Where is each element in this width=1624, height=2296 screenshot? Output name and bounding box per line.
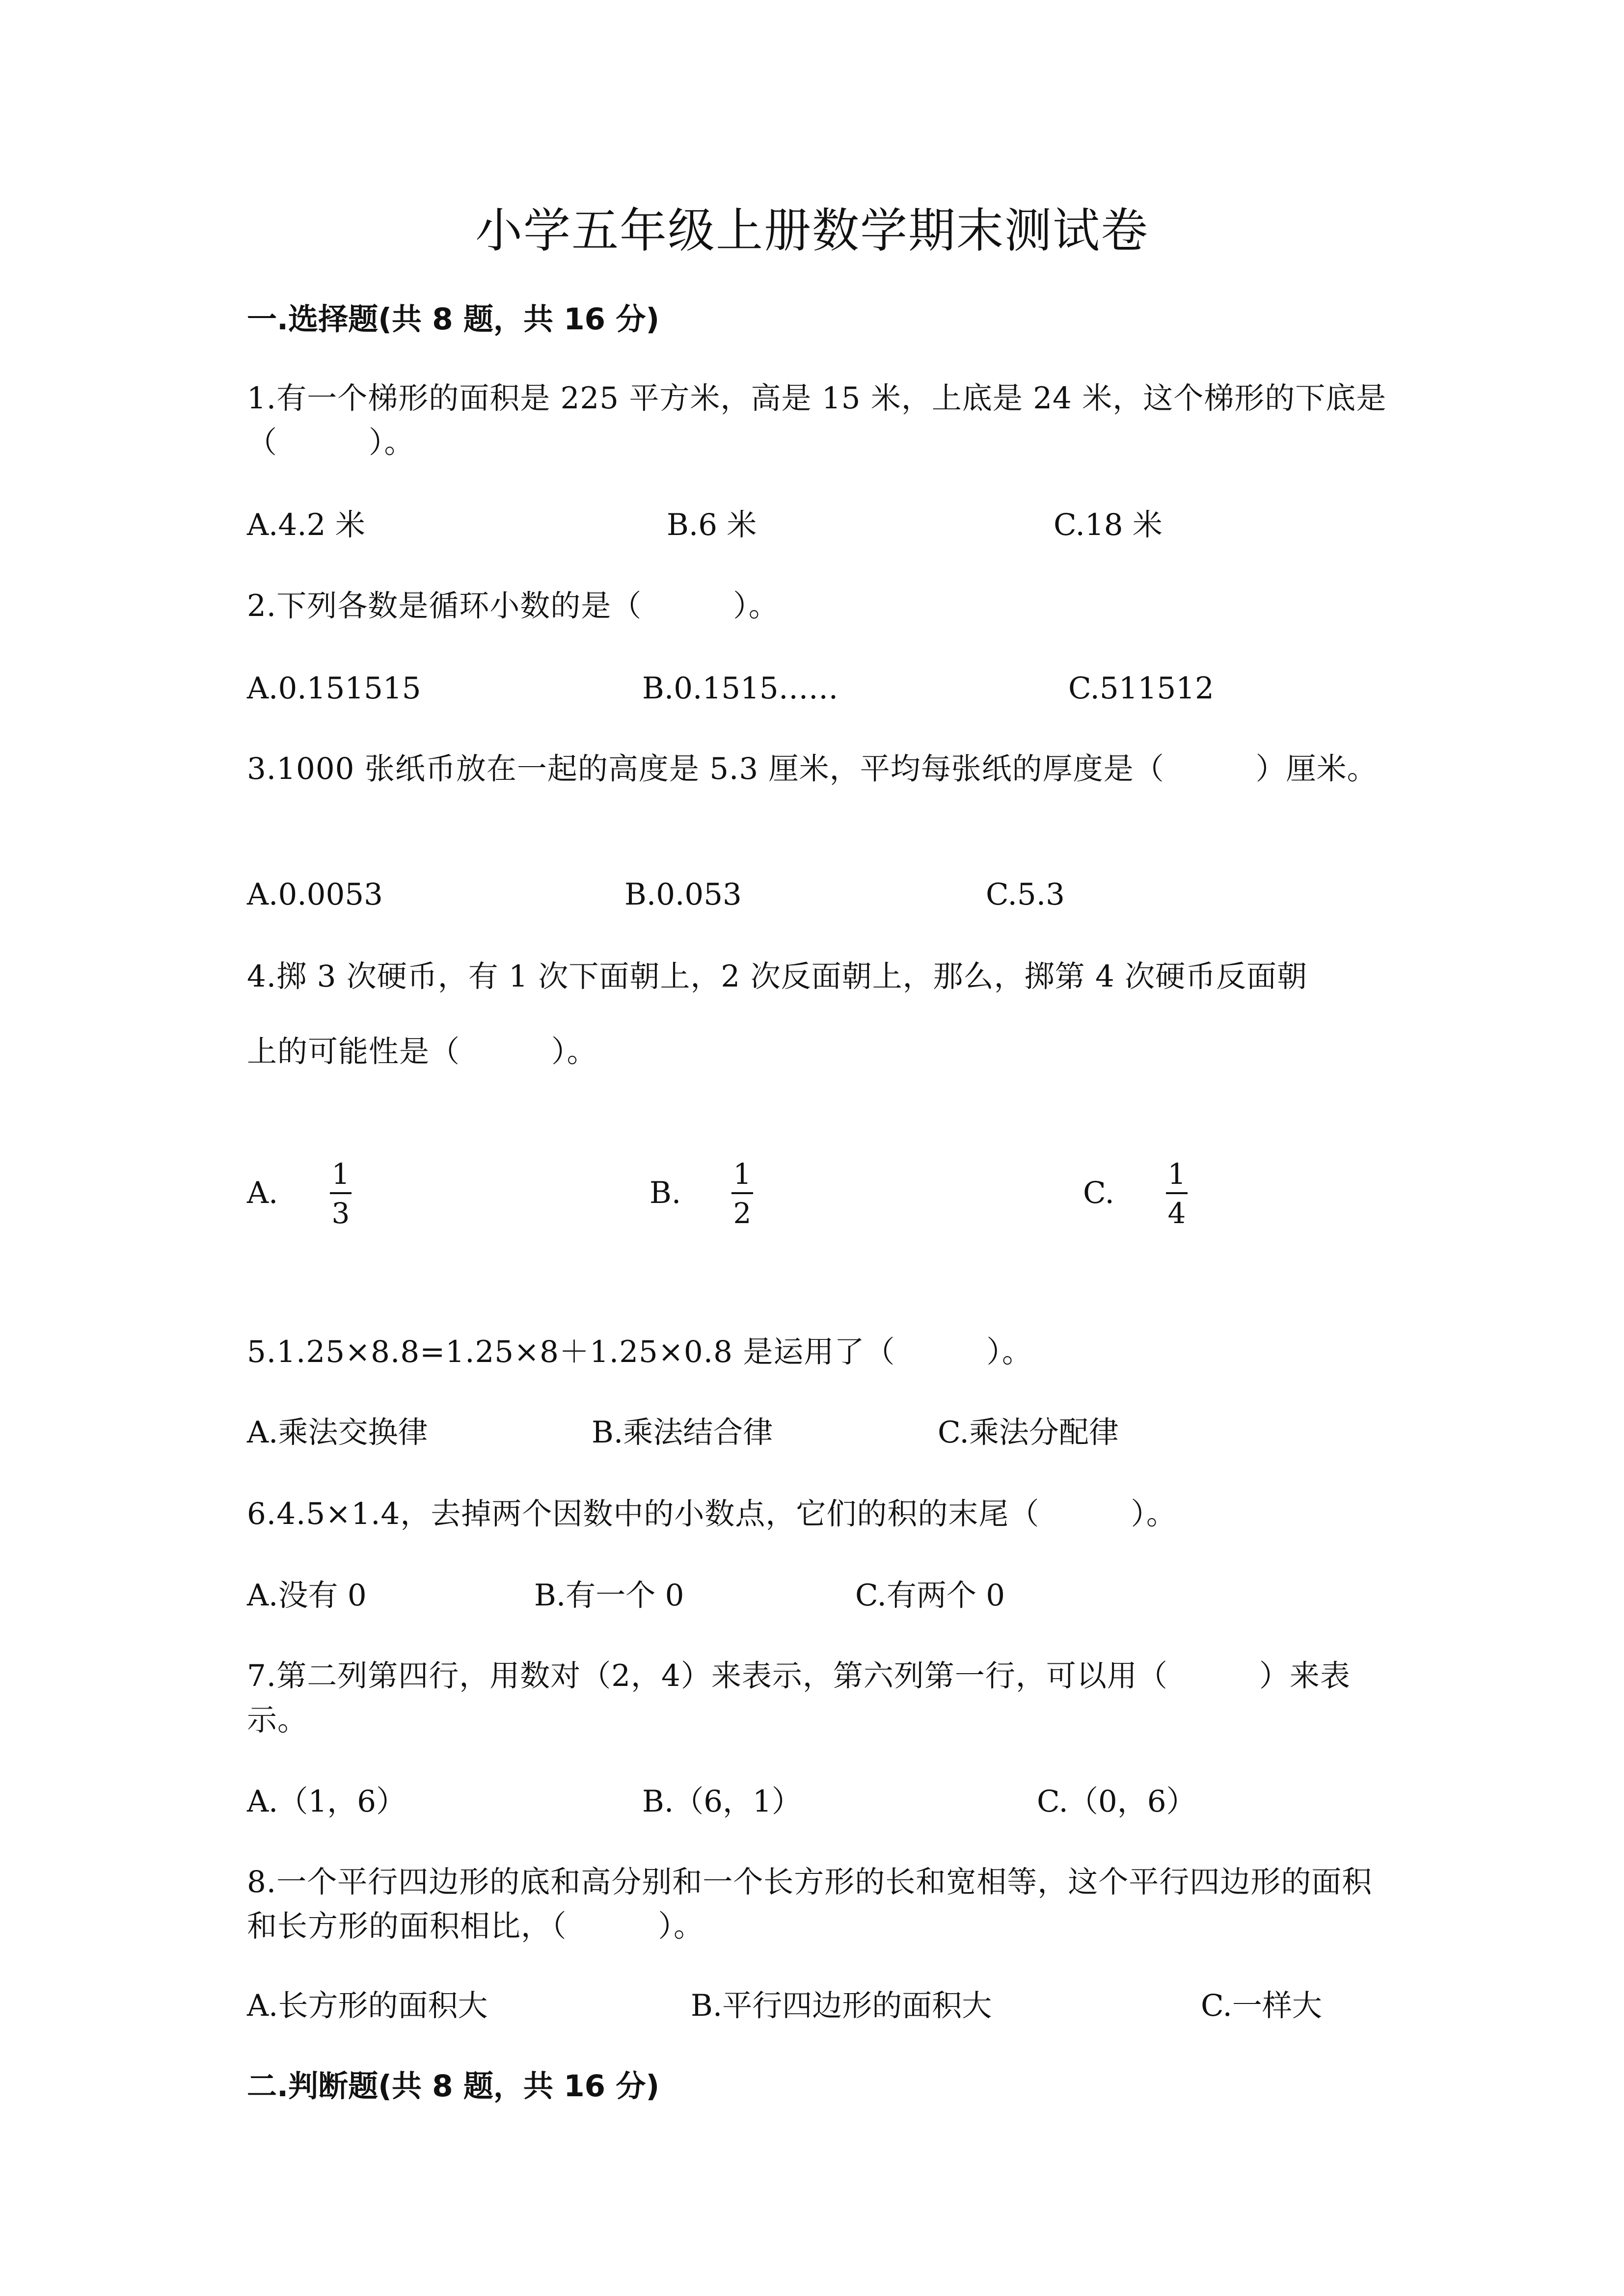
question-6-option-b: B.有一个 0 [534, 1578, 684, 1613]
fraction-denominator: 3 [331, 1197, 350, 1230]
question-4-option-c-fraction [1162, 1158, 1191, 1229]
question-8-text: 8.一个平行四边形的底和高分别和一个长方形的长和宽相等，这个平行四边形的面积和长方形的面积相比，（ ）。 [247, 1865, 1373, 1944]
question-3-option-c: C.5.3 [986, 877, 1065, 912]
question-5-option-a: A.乘法交换律 [247, 1415, 428, 1450]
question-5-option-c: C.乘法分配律 [938, 1415, 1119, 1450]
question-7-option-a: A.（1，6） [247, 1784, 406, 1819]
fraction-denominator: 4 [1167, 1197, 1186, 1230]
question-4-option-b-label: B. [650, 1175, 681, 1210]
question-6-text: 6.4.5×1.4，去掉两个因数中的小数点，它们的积的末尾（ ）。 [247, 1496, 1177, 1531]
fraction-bar [330, 1192, 352, 1194]
question-2-text: 2.下列各数是循环小数的是（ ）。 [247, 588, 779, 623]
question-8-option-c: C.一样大 [1201, 1988, 1322, 2023]
fraction-denominator: 2 [733, 1197, 752, 1230]
question-8-option-a: A.长方形的面积大 [247, 1988, 488, 2023]
question-2-option-c: C.511512 [1068, 671, 1214, 706]
fraction-numerator: 1 [733, 1157, 752, 1191]
question-3-text: 3.1000 张纸币放在一起的高度是 5.3 厘米，平均每张纸的厚度是（ ）厘米。 [247, 751, 1378, 786]
fraction-numerator: 1 [331, 1157, 350, 1191]
question-2-option-b: B.0.1515…… [642, 671, 839, 706]
question-4-option-a-fraction [326, 1158, 355, 1229]
question-6-option-a: A.没有 0 [247, 1578, 367, 1613]
fraction-bar [731, 1192, 753, 1194]
section-heading-choice: 一.选择题(共 8 题，共 16 分) [247, 302, 660, 337]
question-7-text: 7.第二列第四行，用数对（2，4）来表示，第六列第一行，可以用（ ）来表示。 [247, 1658, 1351, 1737]
page-title: 小学五年级上册数学期末测试卷 [475, 203, 1149, 258]
question-8-option-b: B.平行四边形的面积大 [691, 1988, 992, 2023]
question-4-text-line-2: 上的可能性是（ ）。 [247, 1034, 597, 1069]
question-4-text-line-1: 4.掷 3 次硬币，有 1 次下面朝上，2 次反面朝上，那么，掷第 4 次硬币反面朝 [247, 959, 1308, 994]
question-5-option-b: B.乘法结合律 [592, 1415, 773, 1450]
question-4-option-c-label: C. [1083, 1175, 1114, 1210]
question-1-option-c: C.18 米 [1054, 507, 1163, 542]
question-1-option-a: A.4.2 米 [247, 507, 365, 542]
question-3-option-a: A.0.0053 [247, 877, 383, 912]
question-6-option-c: C.有两个 0 [855, 1578, 1005, 1613]
section-heading-true-false: 二.判断题(共 8 题，共 16 分) [247, 2069, 660, 2104]
fraction-bar [1166, 1192, 1188, 1194]
question-3-option-b: B.0.053 [624, 877, 742, 912]
question-5-text: 5.1.25×8.8=1.25×8＋1.25×0.8 是运用了（ ）。 [247, 1335, 1032, 1369]
question-1-text: 1.有一个梯形的面积是 225 平方米，高是 15 米，上底是 24 米，这个梯形的下底是（ ）。 [247, 381, 1387, 460]
question-7-option-b: B.（6，1） [642, 1784, 802, 1819]
question-1-option-b: B.6 米 [667, 507, 757, 542]
question-4-option-a-label: A. [247, 1175, 278, 1210]
fraction-numerator: 1 [1167, 1157, 1186, 1191]
question-4-option-b-fraction [728, 1158, 757, 1229]
question-7-option-c: C.（0，6） [1037, 1784, 1196, 1819]
question-2-option-a: A.0.151515 [247, 671, 421, 706]
